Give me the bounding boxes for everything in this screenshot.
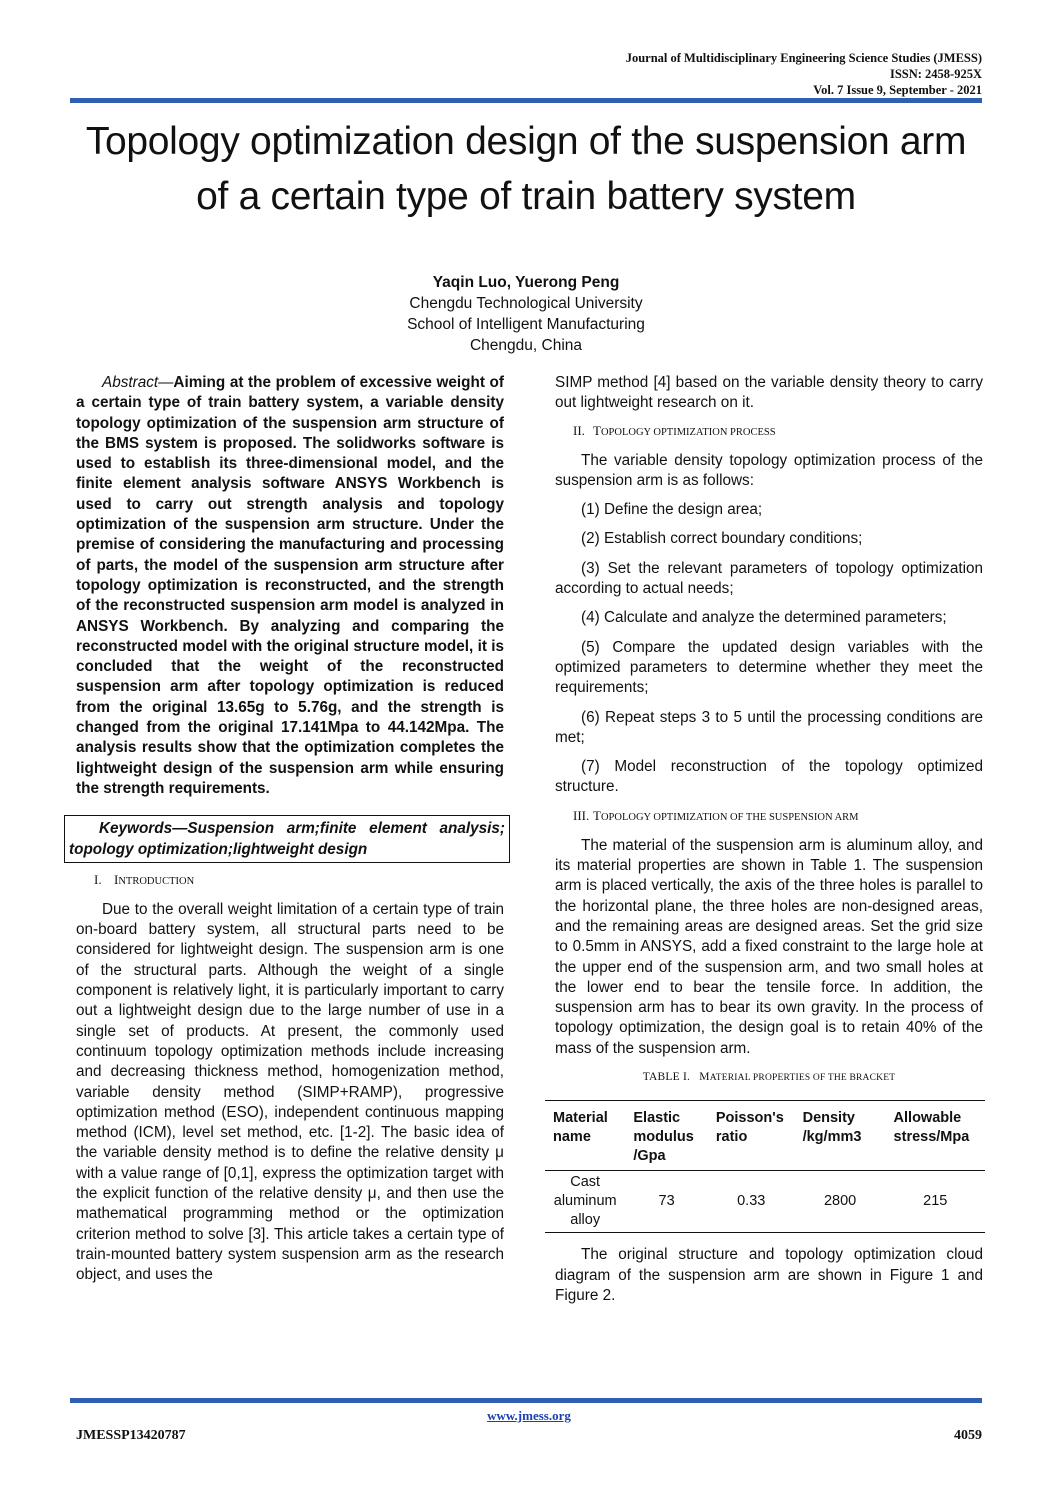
right-column <box>555 373 983 1306</box>
affiliation-city: Chengdu, China <box>469 337 583 354</box>
author-names: Yaqin Luo, Yuerong Peng <box>432 274 620 291</box>
abstract-label: Abstract <box>102 374 159 391</box>
table-cell: 2800 <box>795 1171 886 1233</box>
section-title-rest: OPOLOGY OPTIMIZATION OF THE SUSPENSION ARM <box>600 811 859 823</box>
page-number: 4059 <box>954 1428 982 1443</box>
footer-rule <box>70 1398 982 1403</box>
section-title-initial: T <box>593 422 601 438</box>
process-step: (1) Define the design area; <box>581 501 763 519</box>
table-cell: 73 <box>625 1171 708 1233</box>
process-step: (2) Establish correct boundary conditions; <box>581 530 863 548</box>
table-header-cell: Elastic modulus /Gpa <box>625 1101 708 1171</box>
keywords-box: Keywords—Suspension arm;finite element analysis; topology optimization;lightweight design <box>64 815 510 863</box>
abstract <box>76 373 504 799</box>
left-column <box>69 373 505 1285</box>
section-heading-process <box>555 422 983 442</box>
table-cell: 215 <box>886 1171 985 1233</box>
suspension-arm-text: The material of the suspension arm is aluminum alloy, and its material properties are shown in Table 1. The suspension arm is placed vertically, the axis of the three holes is parallel to the horizontal plane, the three holes are non-designed areas, and the remaining areas are designed areas. Set the grid size to 0.5mm in ANSYS, add a fixed constraint to the large hole at the upper end of the suspension arm, and two small holes at the lower end to bear the tensile force. In addition, the suspension arm has to bear its own gravity. In the process of topology optimization, the design goal is to retain 40% of the mass of the suspension arm. <box>555 836 983 1057</box>
section-title-rest: OPOLOGY OPTIMIZATION PROCESS <box>600 426 776 438</box>
table-row <box>545 1171 985 1233</box>
journal-volume: Vol. 7 Issue 9, September - 2021 <box>813 83 982 97</box>
section-title-rest: NTRODUCTION <box>118 875 195 887</box>
table-title-rest: ATERIAL PROPERTIES OF THE BRACKET <box>709 1073 896 1084</box>
process-step: (6) Repeat steps 3 to 5 until the processing conditions are met; <box>555 708 983 746</box>
paper-title: Topology optimization design of the suspension arm of a certain type of train battery system <box>85 120 967 218</box>
journal-name: Journal of Multidisciplinary Engineering Science Studies (JMESS) <box>625 51 982 65</box>
table-caption <box>555 1067 983 1088</box>
process-step: (7) Model reconstruction of the topology optimized structure. <box>555 758 983 796</box>
process-intro: The variable density topology optimization process of the suspension arm is as follows: <box>555 451 983 489</box>
process-step: (4) Calculate and analyze the determined parameters; <box>581 609 947 627</box>
table-header-cell: Allowable stress/Mpa <box>886 1101 985 1171</box>
table-title-initial: M <box>699 1071 710 1084</box>
section-heading-introduction <box>76 871 504 891</box>
table-header-cell: Density /kg/mm3 <box>795 1101 886 1171</box>
section-title-initial: I <box>114 871 119 887</box>
table-cell: 0.33 <box>708 1171 795 1233</box>
table-header-cell: Poisson's ratio <box>708 1101 795 1171</box>
table-header-cell: Material name <box>545 1101 625 1171</box>
author-block <box>70 272 982 356</box>
affiliation-university: Chengdu Technological University <box>409 295 643 312</box>
abstract-text: Aiming at the problem of excessive weight of a certain type of train battery system, a variable density topology optimization of the suspension arm structure of the BMS system is proposed. The solidworks software is used to establish its three-dimensional model, and the finite element analysis software ANSYS Workbench is used to carry out strength analysis and topology optimization of the suspension arm structure. Under the premise of considering the manufacturing and processing of parts, the model of the suspension arm structure after topology optimization is reconstructed, and the strength of the reconstructed suspension arm model is analyzed in ANSYS Workbench. By analyzing and comparing the reconstructed model with the original structure model, it is concluded that the weight of the reconstructed suspension arm after topology optimization is reduced from the original 13.65g to 5.76g, and the strength is changed from the original 17.141Mpa to 44.142Mpa. The analysis results show that the optimization completes the lightweight design of the suspension arm while ensuring the strength requirements. <box>76 374 504 797</box>
process-step: (5) Compare the updated design variables with the optimized parameters to determine whether they meet the requirements; <box>555 638 983 697</box>
table-header-row <box>545 1101 985 1171</box>
section-heading-suspension-arm <box>555 807 983 827</box>
section-number: II. <box>573 422 585 438</box>
paper-id: JMESSP13420787 <box>76 1428 186 1443</box>
section-title-initial: T <box>593 807 601 823</box>
material-table <box>545 1100 985 1233</box>
section-number: III. <box>573 807 590 823</box>
table-cell: Cast aluminum alloy <box>545 1171 625 1233</box>
section-number: I. <box>94 871 102 887</box>
affiliation-school: School of Intelligent Manufacturing <box>407 316 645 333</box>
introduction-text: Due to the overall weight limitation of a certain type of train on-board battery system, all structural parts need to be considered for lightweight design. The suspension arm is one of the structural parts. Although the weight of a single component is relatively light, it is particularly important to carry out a lightweight design due to the large number of use in a single set of products. At present, the commonly used continuum topology optimization methods include increasing and decreasing thickness method, homogenization method, variable density method (SIMP+RAMP), progressive optimization method (ESO), independent continuous mapping method (ICM), level set method, etc. [1-2]. The basic idea of the variable density method is to define the relative density μ with a value range of [0,1], express the optimization target with the explicit function of the relative density μ, and then use the mathematical programming method or the optimization criterion method to solve [3]. This article takes a certain type of train-mounted battery system suspension arm as the research object, and uses the <box>76 900 504 1284</box>
abstract-dash: — <box>158 374 174 391</box>
header-rule <box>70 98 982 103</box>
journal-issn: ISSN: 2458-925X <box>889 67 982 81</box>
introduction-continued: SIMP method [4] based on the variable density theory to carry out lightweight research on it. <box>555 374 983 412</box>
figure-reference-text: The original structure and topology optimization cloud diagram of the suspension arm are shown in Figure 1 and Figure 2. <box>555 1246 983 1304</box>
process-step: (3) Set the relevant parameters of topology optimization according to actual needs; <box>555 559 983 598</box>
journal-header <box>626 50 982 98</box>
table-number: TABLE I. <box>642 1071 691 1084</box>
journal-website-link[interactable]: www.jmess.org <box>487 1408 571 1423</box>
